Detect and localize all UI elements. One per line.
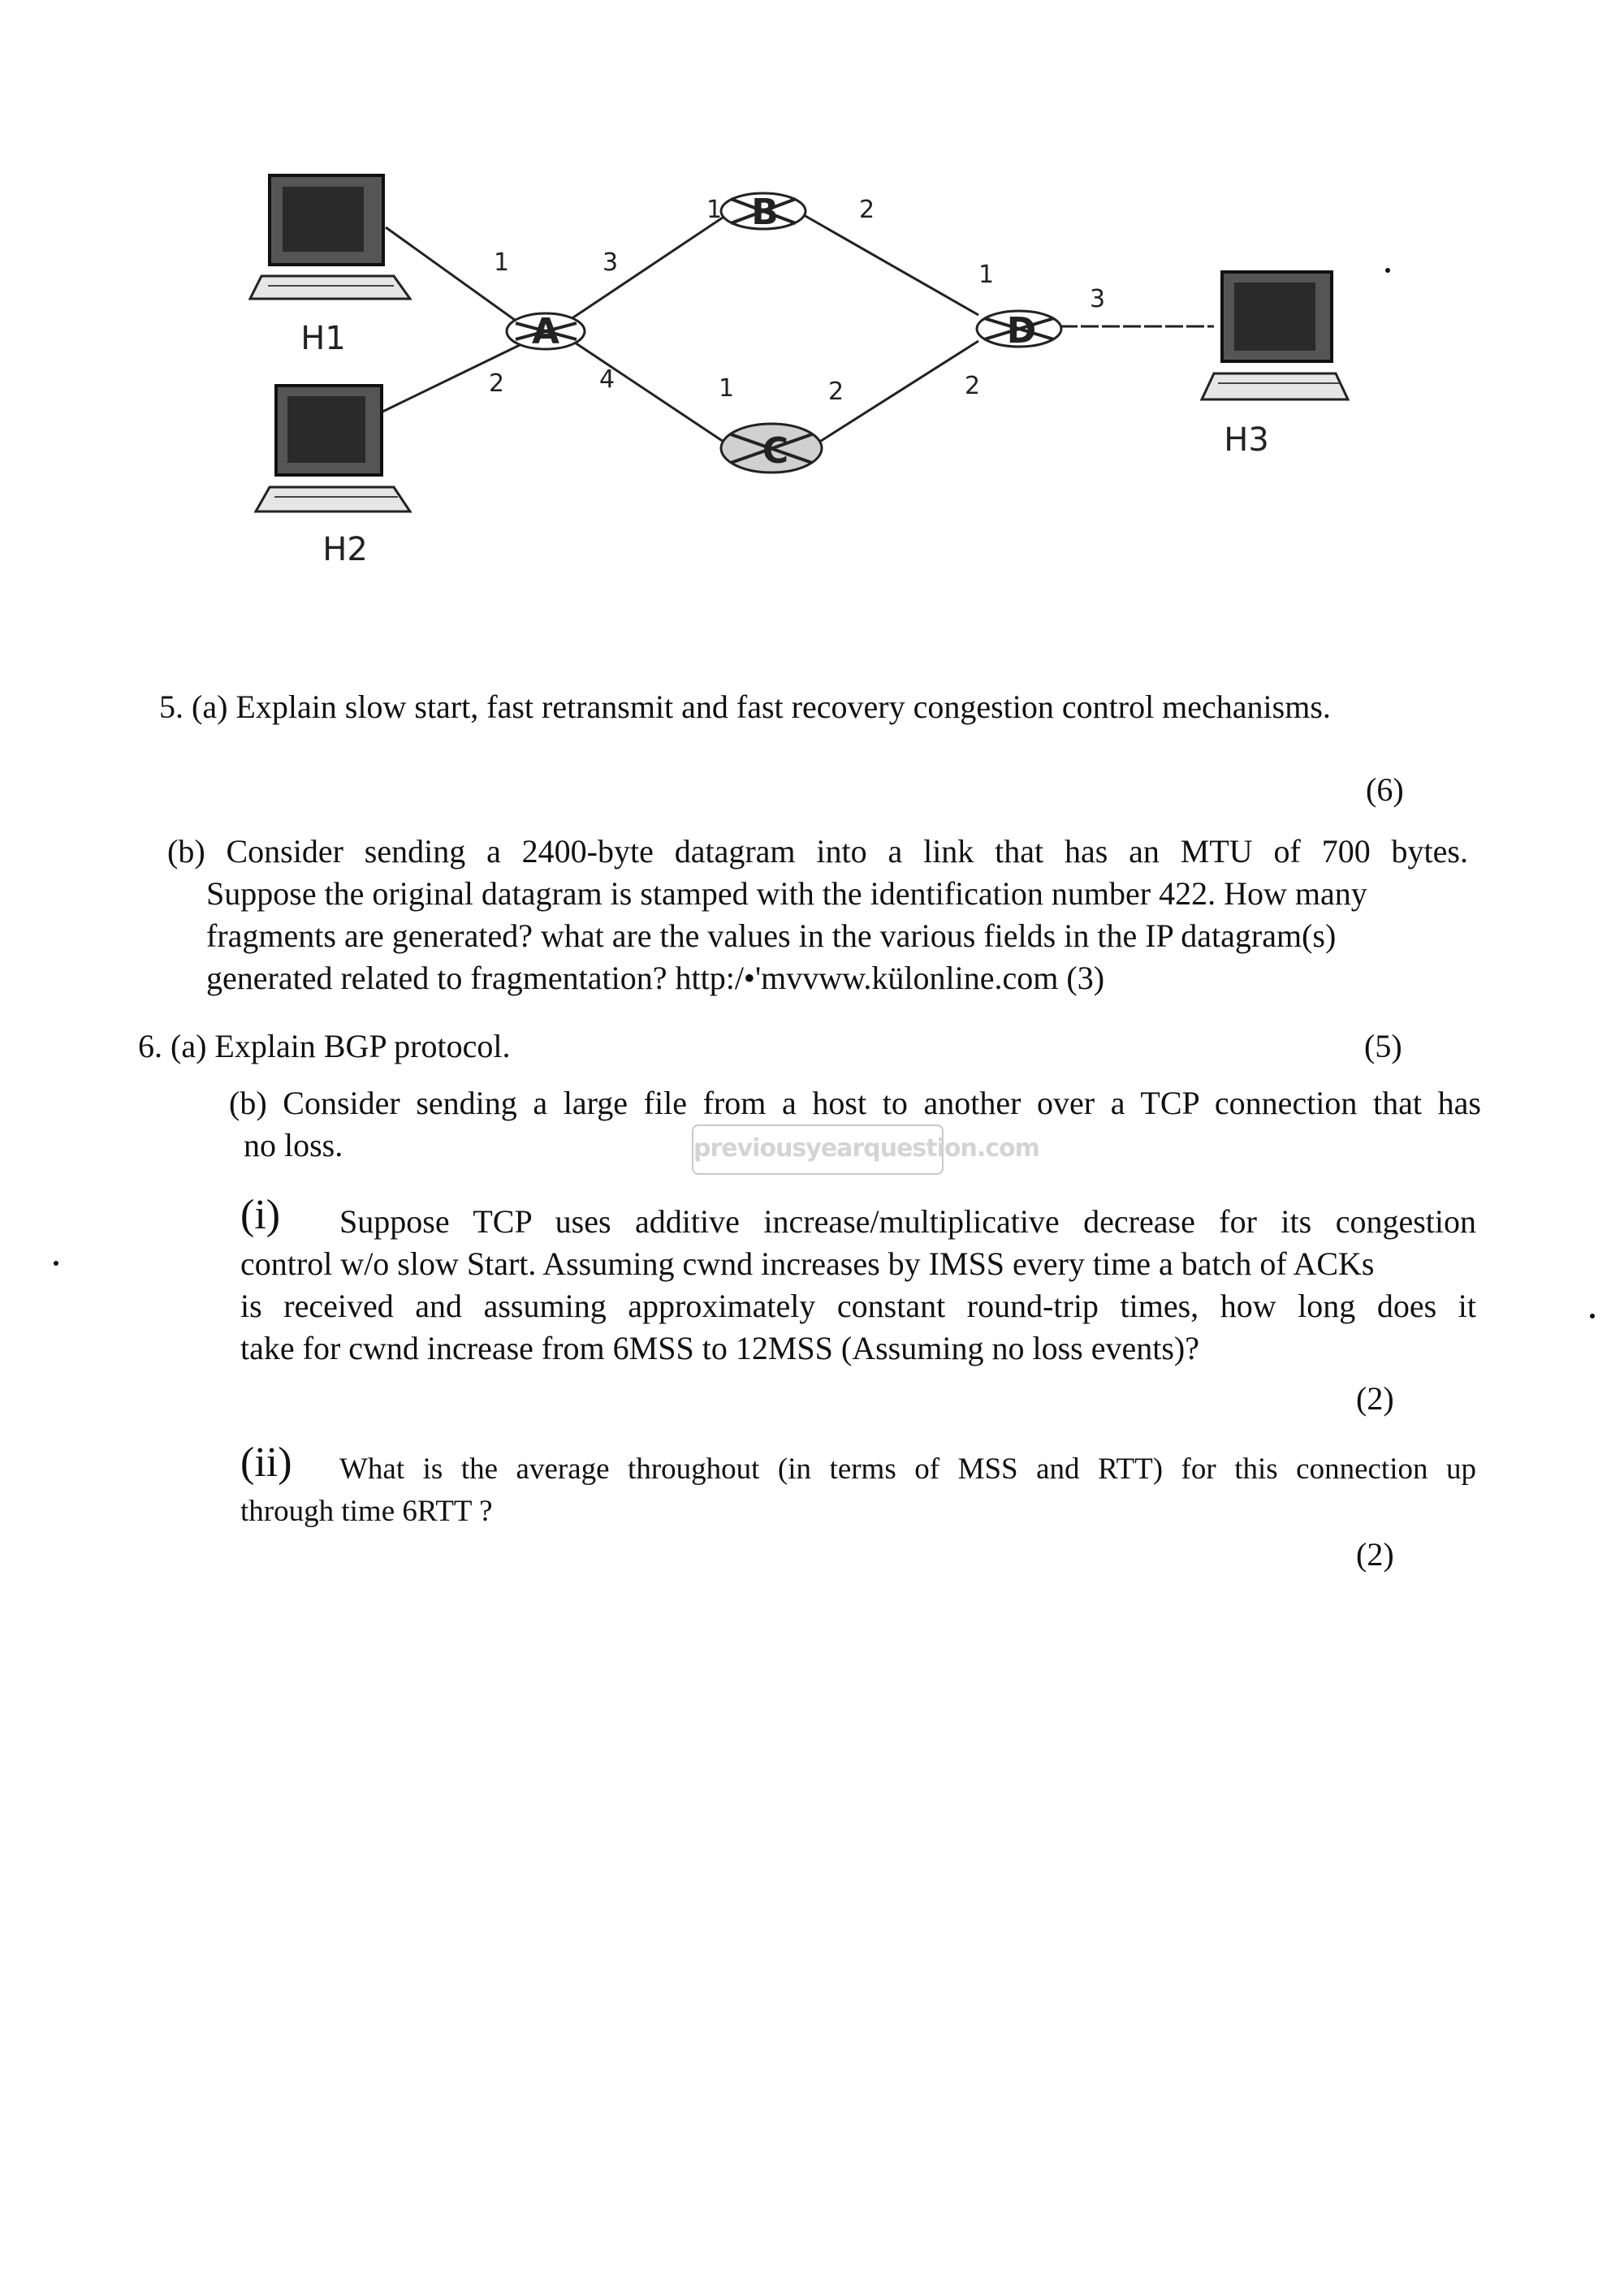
q6a-text: 6. (a) Explain BGP protocol. — [138, 1028, 511, 1064]
q5a-text: 5. (a) Explain slow start, fast retransmit and fast recovery congestion control mechanisms. — [159, 688, 1331, 725]
watermark: previousyearquestion.com — [692, 1124, 944, 1175]
q6bi-line4: take for cwnd increase from 6MSS to 12MSS (Assuming no loss events)? — [240, 1330, 1199, 1366]
link-a-b — [568, 218, 723, 321]
q5b-line2: Suppose the original datagram is stamped with the identification number 422. How many — [206, 875, 1367, 912]
host-h3-label: H3 — [1224, 421, 1269, 459]
host-h1-icon — [250, 175, 410, 299]
host-h2-icon — [256, 386, 410, 511]
q6bii-num: (ii) — [240, 1439, 292, 1486]
q5b-line4: generated related to fragmentation? http:/•'mvvww.külonline.com (3) — [206, 960, 1105, 996]
scan-speck — [1385, 268, 1390, 273]
network-diagram — [244, 146, 1429, 601]
port-b1: 1 — [706, 196, 723, 224]
q6bii-marks: (2) — [1356, 1536, 1394, 1573]
q5b-line1: (b) Consider sending a 2400-byte datagram into a link that has an MTU of 700 bytes. — [167, 833, 1468, 870]
port-a2: 2 — [489, 369, 505, 398]
port-b2: 2 — [859, 196, 875, 224]
link-b-d — [804, 215, 978, 315]
q6bi-line1: Suppose TCP uses additive increase/multiplicative decrease for its congestion — [339, 1203, 1476, 1240]
port-d1: 1 — [978, 261, 995, 289]
q6bi-marks: (2) — [1356, 1380, 1394, 1417]
link-a-c — [572, 341, 731, 447]
router-a-label: A — [531, 311, 560, 352]
q6b-line1: (b) Consider sending a large file from a host to another over a TCP connection that has — [229, 1085, 1481, 1121]
link-h1-a — [386, 227, 524, 326]
host-h2-label: H2 — [322, 531, 368, 568]
port-a4: 4 — [599, 365, 615, 394]
q6bi-num: (i) — [240, 1192, 281, 1238]
host-h3-icon — [1202, 272, 1348, 399]
scan-speck-left — [54, 1261, 58, 1266]
q6a-marks: (5) — [1364, 1028, 1402, 1064]
port-a1: 1 — [494, 248, 510, 277]
scan-speck-right — [1590, 1314, 1595, 1318]
q5a-marks: (6) — [1366, 771, 1404, 808]
port-d2: 2 — [965, 372, 981, 400]
network-diagram-svg — [244, 146, 1429, 601]
port-c2: 2 — [828, 378, 844, 406]
router-b-label: B — [751, 192, 779, 233]
router-d-label: D — [1006, 310, 1037, 352]
q6bi-line3: is received and assuming approximately constant round-trip times, how long does it — [240, 1288, 1476, 1324]
port-a3: 3 — [603, 248, 619, 277]
q5b-line3: fragments are generated? what are the values in the various fields in the IP datagram(s) — [206, 917, 1337, 954]
router-c-label: C — [762, 430, 789, 472]
q6b-line2: no loss. — [244, 1127, 343, 1163]
q6bi-line2: control w/o slow Start. Assuming cwnd increases by IMSS every time a batch of ACKs — [240, 1245, 1375, 1282]
host-h1-label: H1 — [300, 320, 346, 357]
port-c1: 1 — [719, 374, 735, 403]
q6bii-line1: What is the average throughout (in terms of MSS and RTT) for this connection up — [339, 1452, 1476, 1486]
port-d3: 3 — [1090, 285, 1106, 313]
q6bii-line2: through time 6RTT ? — [240, 1495, 493, 1528]
